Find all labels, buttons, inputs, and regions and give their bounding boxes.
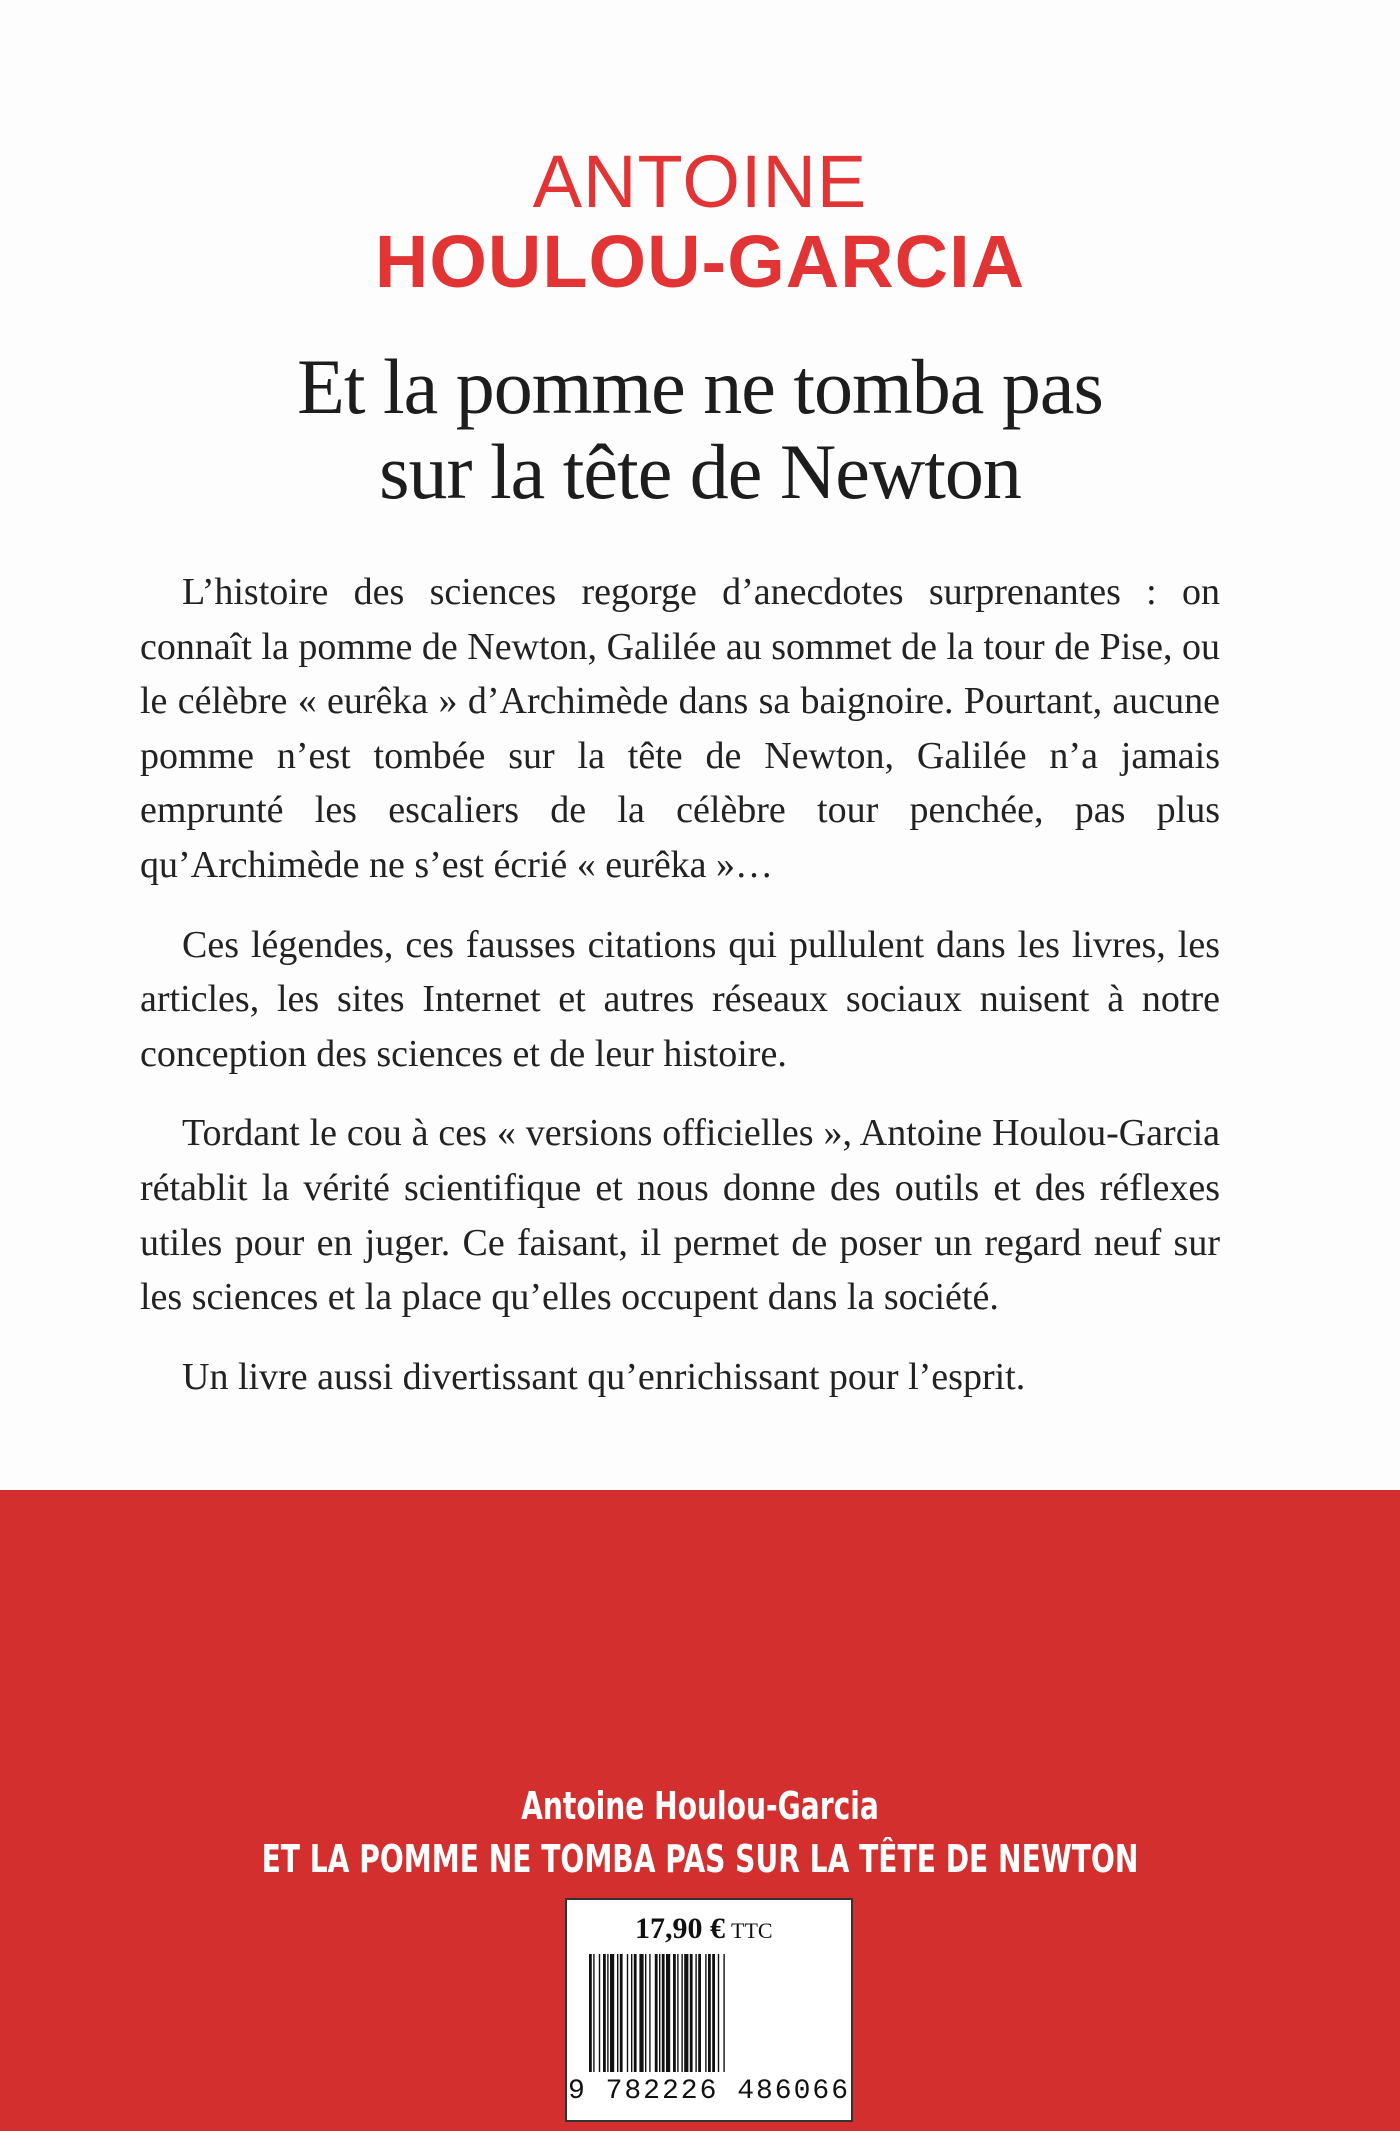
blurb-paragraph-4: Un livre aussi divertissant qu’enrichissant pour l’esprit.	[182, 1355, 1026, 1398]
blurb-text	[140, 565, 1220, 1429]
barcode-bar	[589, 1954, 592, 2072]
barcode-bar	[607, 1954, 608, 2072]
book-title-line-2: sur la tête de Newton	[379, 428, 1021, 515]
barcode-bar	[712, 1954, 715, 2072]
barcode-bar	[681, 1954, 682, 2072]
barcode-bar	[603, 1954, 606, 2072]
blurb-paragraph-1: L’histoire des sciences regorge d’anecdotes surprenantes : on connaît la pomme de Newton, Galilée au sommet de la tour de Pise, ou le célèbre « eurêka » d’Archimède dans sa baignoire. Pourtant, aucune pomme n’est tombée sur la tête de Newton, Galilée n’a jamais emprunté les escaliers de la célèbre tour penchée, pas plus qu’Archimède ne s’est écrié « eurêka »…	[140, 571, 1220, 886]
barcode-bar	[718, 1954, 719, 2072]
price-value: 17,90 €	[635, 1912, 725, 1945]
band-title: ET LA POMME NE TOMBA PAS SUR LA TÊTE DE NEWTON	[261, 1837, 1139, 1881]
barcode-bar	[684, 1954, 688, 2072]
barcode-bar	[627, 1954, 628, 2072]
author-last-name: HOULOU-GARCIA	[374, 220, 1026, 303]
barcode-bar	[659, 1954, 660, 2072]
barcode-bars	[589, 1954, 829, 2074]
barcode-bar	[723, 1954, 724, 2072]
author-first-name: ANTOINE	[532, 140, 868, 223]
blurb-paragraph-3: Tordant le cou à ces « versions officielles », Antoine Houlou-Garcia rétablit la vérité scientifique et nous donne des outils et des réflexes utiles pour en juger. Ce faisant, il permet de poser un regard neuf sur les sciences et la place qu’elles occupent dans la société.	[140, 1112, 1220, 1319]
barcode-bar	[634, 1954, 637, 2072]
barcode-bar	[631, 1954, 632, 2072]
barcode-bar	[666, 1954, 670, 2072]
barcode-bar	[610, 1954, 614, 2072]
barcode-bar	[690, 1954, 693, 2072]
barcode-bar	[593, 1954, 594, 2072]
price	[635, 1912, 773, 1946]
barcode-bar	[639, 1954, 643, 2072]
barcode-label	[565, 1898, 853, 2122]
barcode-bar	[698, 1954, 701, 2072]
price-tax: TTC	[731, 1918, 773, 1943]
barcode-bar	[645, 1954, 646, 2072]
barcode-bar	[649, 1954, 650, 2072]
barcode-bar	[620, 1954, 623, 2072]
barcode-bar	[617, 1954, 618, 2072]
barcode-bar	[708, 1954, 711, 2072]
barcode-bar	[673, 1954, 676, 2072]
barcode-bar	[705, 1954, 706, 2072]
barcode-bar	[655, 1954, 658, 2072]
band-author: Antoine Houlou-Garcia	[521, 1784, 879, 1828]
isbn-number: 9 782226 486066	[567, 2076, 851, 2107]
blurb-paragraph-2: Ces légendes, ces fausses citations qui pullulent dans les livres, les articles, les sites Internet et autres réseaux sociaux nuisent à notre conception des sciences et de leur histoire.	[140, 923, 1220, 1075]
book-title-line-1: Et la pomme ne tomba pas	[297, 343, 1103, 430]
barcode-bar	[695, 1954, 696, 2072]
barcode-bar	[677, 1954, 678, 2072]
barcode-bar	[599, 1954, 600, 2072]
barcode-bar	[662, 1954, 665, 2072]
